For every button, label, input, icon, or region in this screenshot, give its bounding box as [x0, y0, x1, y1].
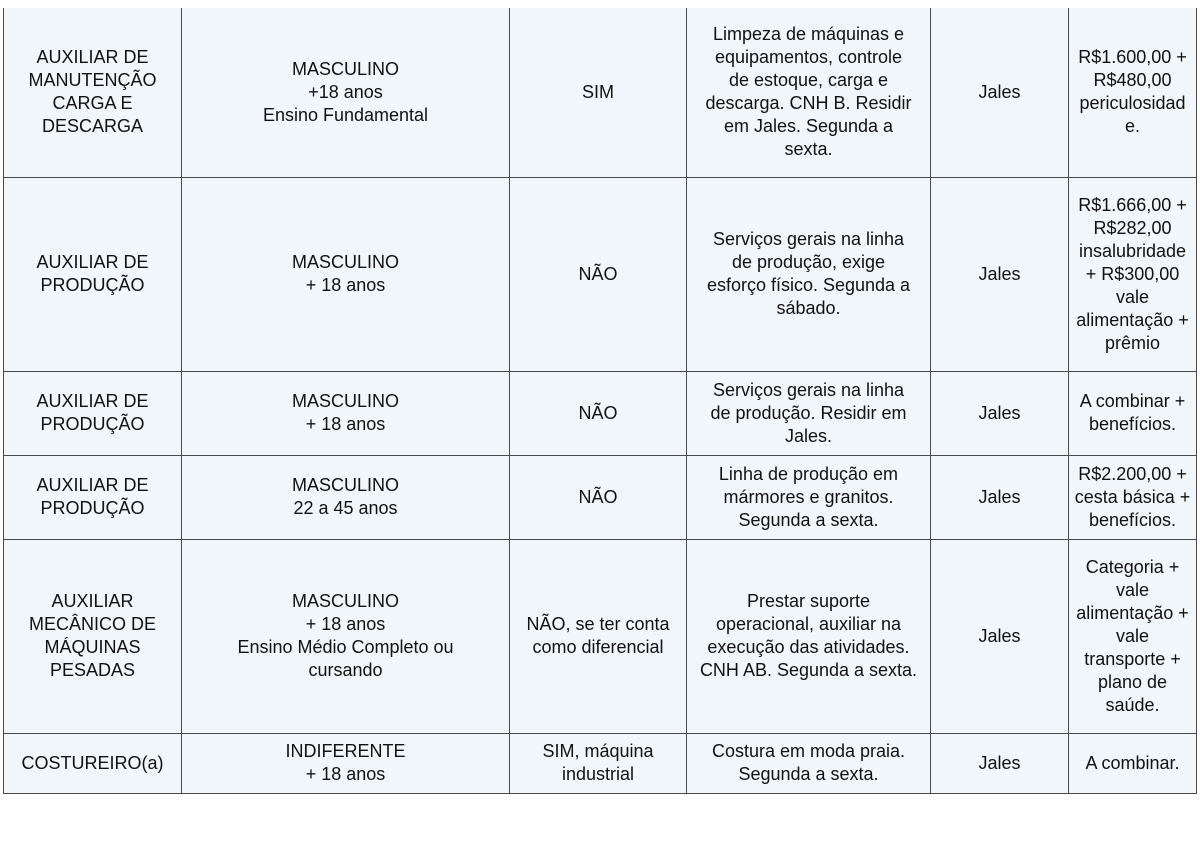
job-title-cell: COSTUREIRO(a)	[4, 733, 182, 793]
job-listings-table	[3, 8, 1197, 794]
experience-cell: NÃO	[510, 455, 687, 539]
city-cell: Jales	[931, 455, 1069, 539]
job-title-cell: AUXILIAR DE PRODUÇÃO	[4, 177, 182, 371]
activities-cell: Prestar suporte operacional, auxiliar na execução das atividades. CNH AB. Segunda a sexta.	[687, 539, 931, 733]
activities-cell: Costura em moda praia. Segunda a sexta.	[687, 733, 931, 793]
table-row	[4, 733, 1197, 793]
job-title-cell: AUXILIAR DE PRODUÇÃO	[4, 455, 182, 539]
city-cell: Jales	[931, 8, 1069, 177]
requirements-cell: MASCULINO + 18 anos Ensino Médio Completo ou cursando	[182, 539, 510, 733]
requirements-cell: MASCULINO + 18 anos	[182, 177, 510, 371]
salary-cell: A combinar + benefícios.	[1069, 371, 1197, 455]
salary-cell: R$2.200,00 + cesta básica + benefícios.	[1069, 455, 1197, 539]
requirements-cell: MASCULINO +18 anos Ensino Fundamental	[182, 8, 510, 177]
city-cell: Jales	[931, 177, 1069, 371]
job-title-cell: AUXILIAR MECÂNICO DE MÁQUINAS PESADAS	[4, 539, 182, 733]
experience-cell: NÃO	[510, 177, 687, 371]
activities-cell: Linha de produção em mármores e granitos. Segunda a sexta.	[687, 455, 931, 539]
requirements-cell: MASCULINO 22 a 45 anos	[182, 455, 510, 539]
experience-cell: SIM	[510, 8, 687, 177]
city-cell: Jales	[931, 733, 1069, 793]
city-cell: Jales	[931, 371, 1069, 455]
experience-cell: NÃO	[510, 371, 687, 455]
job-listings-body	[4, 8, 1197, 793]
activities-cell: Serviços gerais na linha de produção, exige esforço físico. Segunda a sábado.	[687, 177, 931, 371]
table-row	[4, 539, 1197, 733]
experience-cell: NÃO, se ter conta como diferencial	[510, 539, 687, 733]
table-row	[4, 177, 1197, 371]
salary-cell: Categoria + vale alimentação + vale transporte + plano de saúde.	[1069, 539, 1197, 733]
salary-cell: R$1.666,00 + R$282,00 insalubridade + R$300,00 vale alimentação + prêmio	[1069, 177, 1197, 371]
requirements-cell: INDIFERENTE + 18 anos	[182, 733, 510, 793]
activities-cell: Limpeza de máquinas e equipamentos, controle de estoque, carga e descarga. CNH B. Residir em Jales. Segunda a sexta.	[687, 8, 931, 177]
salary-cell: R$1.600,00 + R$480,00 periculosidad e.	[1069, 8, 1197, 177]
salary-cell: A combinar.	[1069, 733, 1197, 793]
table-row	[4, 371, 1197, 455]
requirements-cell: MASCULINO + 18 anos	[182, 371, 510, 455]
job-title-cell: AUXILIAR DE PRODUÇÃO	[4, 371, 182, 455]
experience-cell: SIM, máquina industrial	[510, 733, 687, 793]
job-title-cell: AUXILIAR DE MANUTENÇÃO CARGA E DESCARGA	[4, 8, 182, 177]
table-row	[4, 455, 1197, 539]
table-row	[4, 8, 1197, 177]
activities-cell: Serviços gerais na linha de produção. Residir em Jales.	[687, 371, 931, 455]
city-cell: Jales	[931, 539, 1069, 733]
